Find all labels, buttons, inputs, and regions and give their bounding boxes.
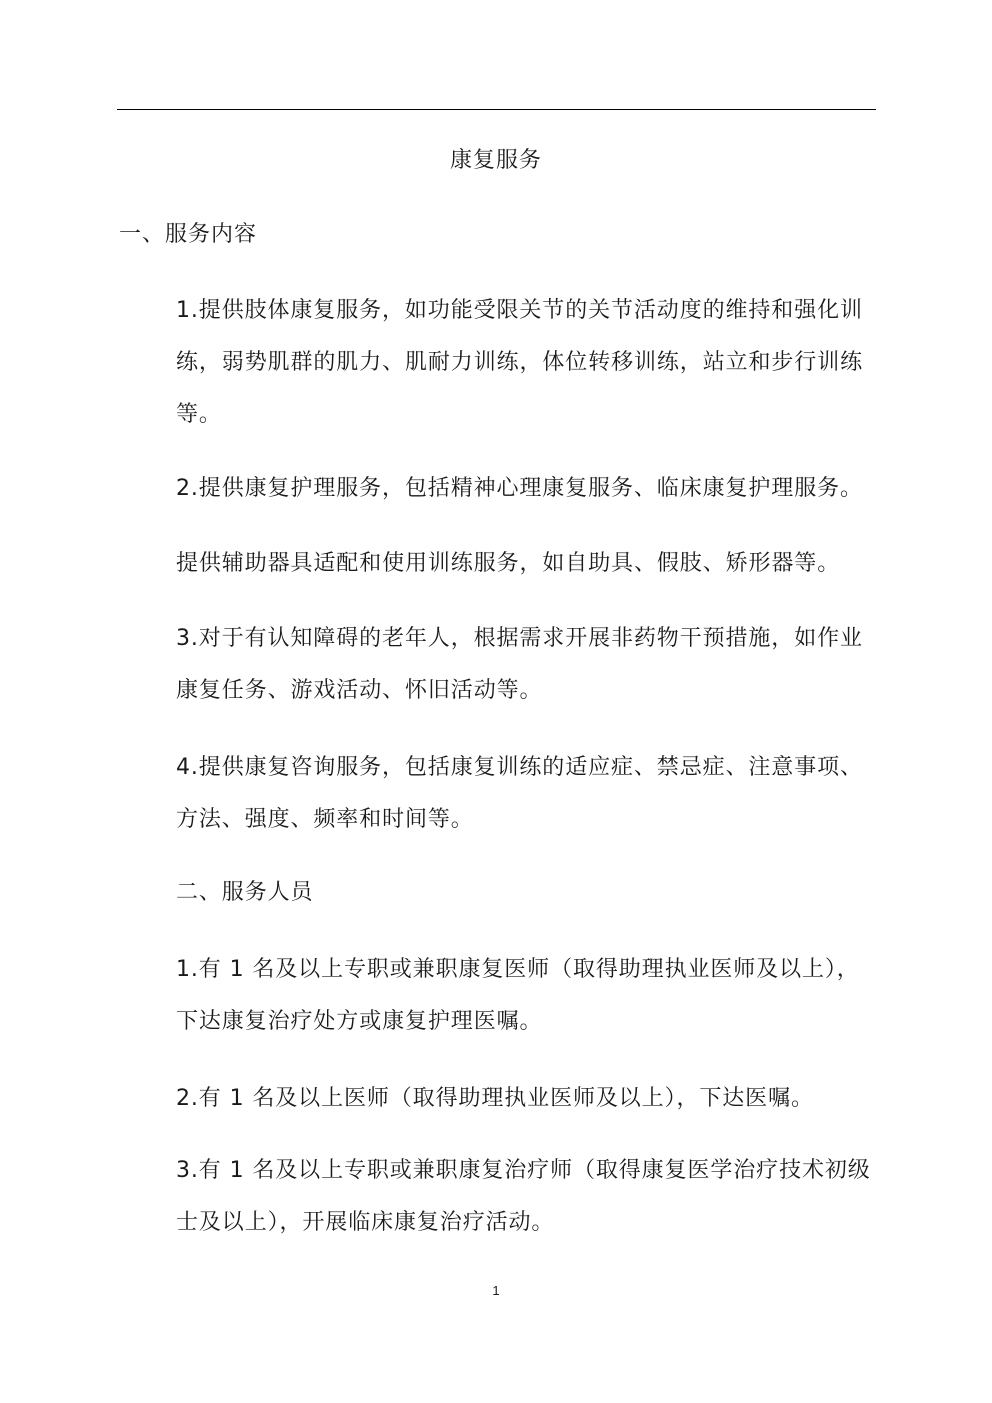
section-heading-service-staff: 二、服务人员 <box>176 880 314 905</box>
section-heading-service-content: 一、服务内容 <box>119 222 258 247</box>
paragraph-item-2: 2.提供康复护理服务，包括精神心理康复服务、临床康复护理服务。 <box>176 476 863 501</box>
paragraph-item-1: 1.提供肢体康复服务，如功能受限关节的关节活动度的维持和强化训练，弱势肌群的肌力、肌耐力训练，体位转移训练，站立和步行训练等。 <box>176 298 864 427</box>
staff-item-1: 1.有 1 名及以上专职或兼职康复医师（取得助理执业医师及以上），下达康复治疗处方或康复护理医嘱。 <box>176 957 860 1034</box>
paragraph-item-4: 4.提供康复咨询服务，包括康复训练的适应症、禁忌症、注意事项、方法、强度、频率和时间等。 <box>176 755 863 832</box>
document-title: 康复服务 <box>449 148 542 173</box>
header-rule <box>117 109 876 110</box>
page-number: 1 <box>492 1283 500 1298</box>
paragraph-item-3: 3.对于有认知障碍的老年人，根据需求开展非药物干预措施，如作业康复任务、游戏活动、怀旧活动等。 <box>176 626 863 703</box>
staff-item-2: 2.有 1 名及以上医师（取得助理执业医师及以上），下达医嘱。 <box>176 1086 814 1111</box>
paragraph-assistive-devices: 提供辅助器具适配和使用训练服务，如自助具、假肢、矫形器等。 <box>176 551 841 576</box>
staff-item-3: 3.有 1 名及以上专职或兼职康复治疗师（取得康复医学治疗技术初级士及以上），开展临床康复治疗活动。 <box>176 1158 871 1235</box>
